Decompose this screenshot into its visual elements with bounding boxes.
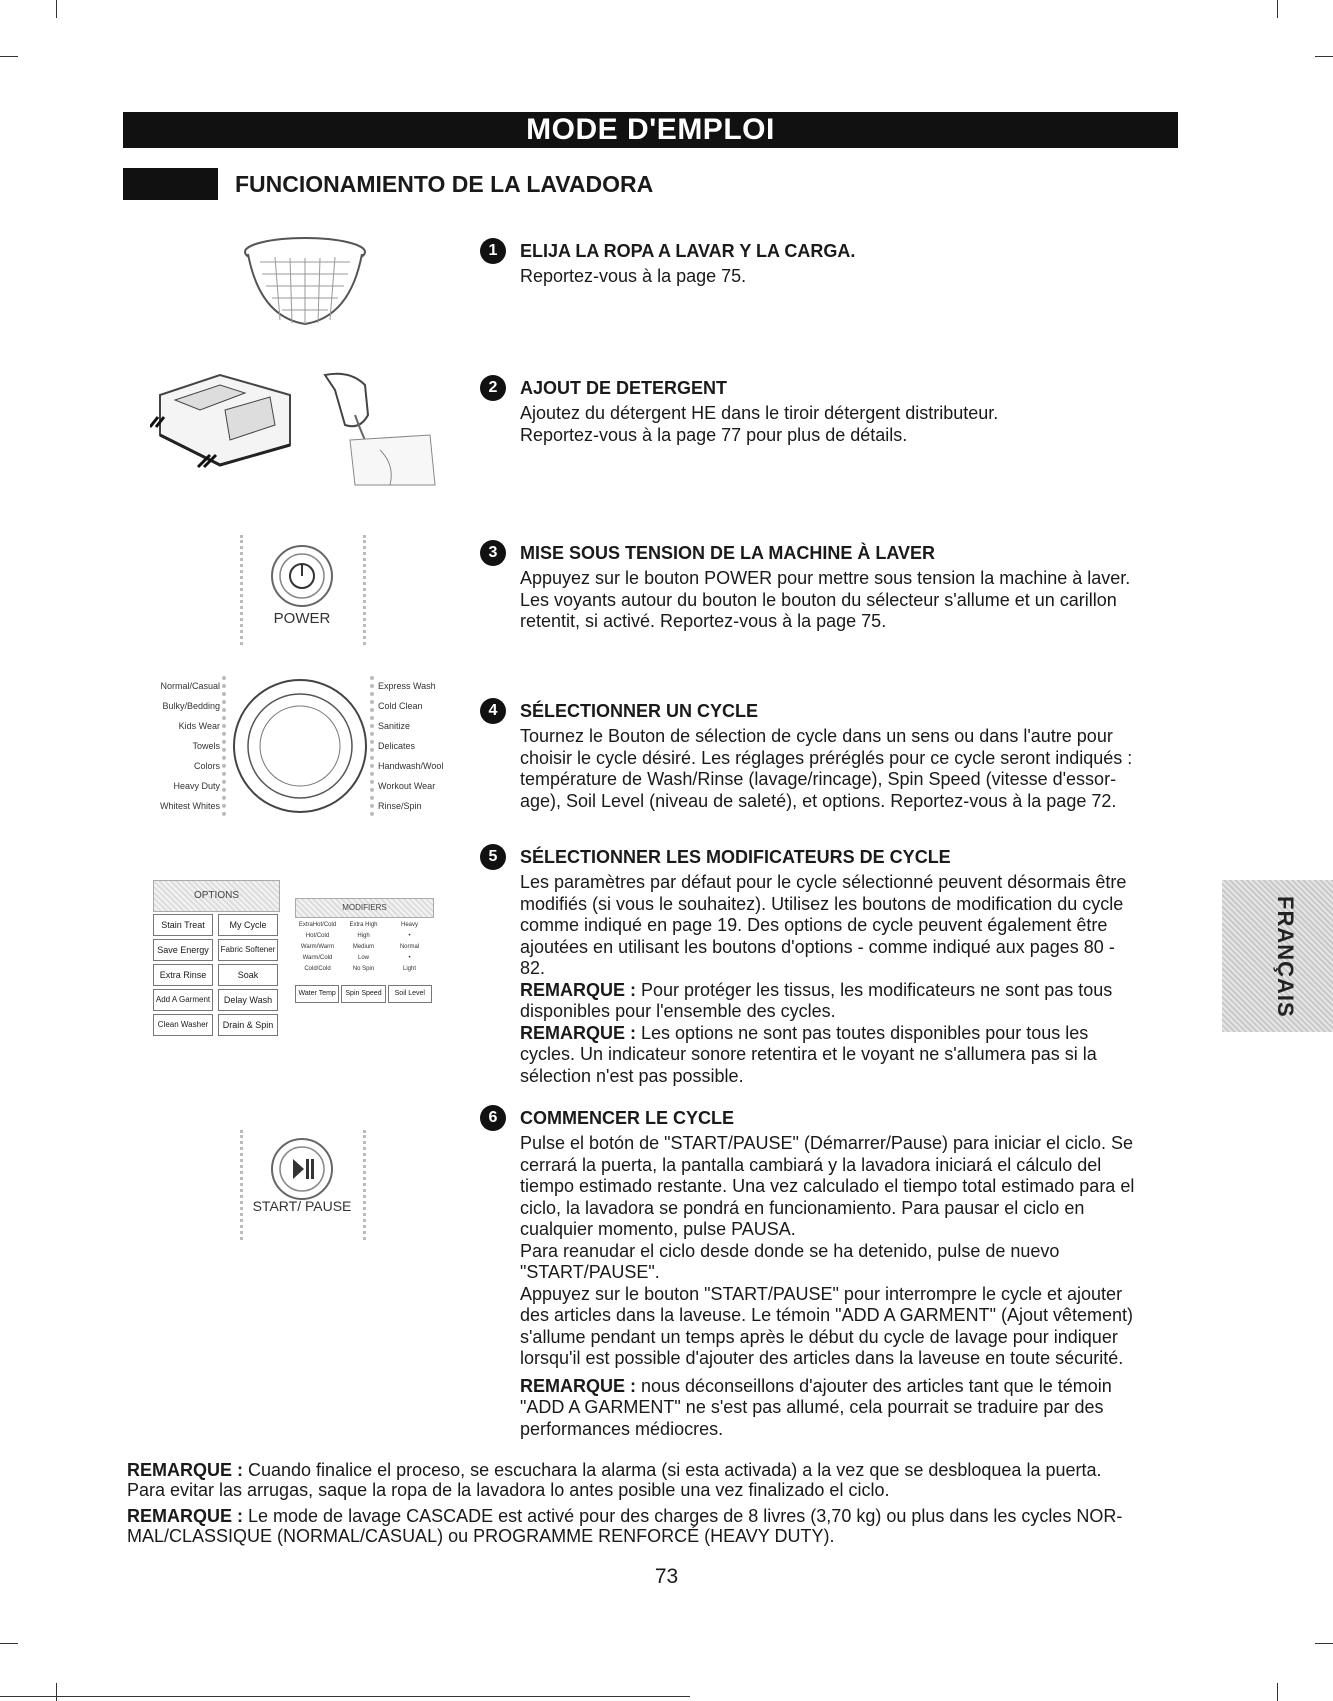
cycle-label: Cold Clean — [378, 701, 423, 711]
cycle-label: Bulky/Bedding — [162, 701, 220, 711]
modifier-value: ExtraHot/Cold — [298, 922, 337, 928]
body-line: Les options ne sont pas toutes disponibles pour tous les — [636, 1022, 1089, 1043]
step-5 — [490, 846, 1200, 1087]
body-line: lorsqu'il est possible d'ajouter des articles dans la laveuse en toute sécurité. — [520, 1348, 1124, 1368]
laundry-basket-illustration — [240, 232, 370, 332]
body-line: performances médiocres. — [520, 1418, 724, 1439]
step-6-title — [490, 1107, 1200, 1129]
body-line: Tournez le Bouton de sélection de cycle dans un sens ou dans l'autre pour — [520, 726, 1113, 746]
water-temp-button: Water Temp — [295, 985, 339, 1003]
body-line: disponibles pour l'ensemble des cycles. — [520, 1001, 836, 1021]
option-clean-washer: Clean Washer — [153, 1014, 213, 1036]
crop-mark — [56, 0, 57, 18]
step-1-title — [490, 240, 1200, 262]
step-6-remark — [520, 1376, 1200, 1441]
step-5-body — [520, 872, 1200, 1087]
cycle-label: Normal/Casual — [160, 681, 220, 691]
step-number: 2 — [480, 375, 506, 401]
body-line: comme indiqué en page 19. Des options de cycle peuvent également être — [520, 915, 1108, 935]
step-1 — [490, 240, 1200, 288]
page-number: 73 — [654, 1565, 679, 1588]
bottom-rule — [0, 1696, 690, 1697]
step-title-text: ELIJA LA ROPA A LAVAR Y LA CARGA. — [520, 241, 856, 261]
crop-mark — [56, 1683, 57, 1701]
body-line: MAL/CLASSIQUE (NORMAL/CASUAL) ou PROGRAMME RENFORCÉ (HEAVY DUTY). — [127, 1526, 835, 1546]
cycle-label: Rinse/Spin — [378, 801, 422, 811]
power-button-illustration — [262, 542, 342, 612]
water-temp-column — [295, 920, 340, 975]
body-line: tiempo estimado restante. Una vez calculado el tiempo total estimado para el — [520, 1176, 1135, 1196]
body-line: Reportez-vous à la page 77 pour plus de détails. — [520, 424, 908, 445]
remark-label: REMARQUE : — [127, 1460, 243, 1480]
body-line: s'allume pendant un temps après le début du cycle de lavage pour indiquer — [520, 1326, 1118, 1347]
step-title-text: SÉLECTIONNER UN CYCLE — [520, 701, 759, 721]
step-3-title — [490, 542, 1200, 564]
body-line: Para evitar las arrugas, saque la ropa de la lavadora lo antes posible una vez finalizado el ciclo. — [127, 1480, 890, 1500]
cycle-label: Heavy Duty — [173, 781, 220, 791]
options-grid — [153, 914, 278, 1036]
modifier-value: Light — [402, 966, 416, 972]
modifier-value: Cold/Cold — [304, 966, 331, 972]
step-2 — [490, 377, 1200, 446]
step-title-text: MISE SOUS TENSION DE LA MACHINE À LAVER — [520, 543, 936, 563]
body-line: age), Soil Level (niveau de saleté), et options. Reportez-vous à la page 72. — [520, 790, 1117, 811]
modifier-value: Extra High — [349, 922, 378, 928]
cycle-selector-dial — [230, 676, 370, 816]
cycle-label: Sanitize — [378, 721, 411, 731]
option-soak: Soak — [218, 964, 278, 986]
modifiers-header: MODIFIERS — [295, 898, 434, 918]
cycle-label: Colors — [193, 761, 220, 771]
footer-remark-2 — [127, 1506, 1207, 1546]
footer-remark-1 — [127, 1460, 1207, 1500]
option-fabric-softener: Fabric Softener — [218, 939, 278, 961]
body-line: Appuyez sur le bouton "START/PAUSE" pour interrompre le cycle et ajouter — [520, 1283, 1123, 1304]
detergent-dispenser-illustration — [150, 355, 440, 490]
remark-label: REMARQUE : — [520, 1375, 636, 1396]
spin-speed-column — [341, 920, 386, 975]
crop-mark — [0, 1643, 18, 1644]
start-pause-button-illustration — [262, 1133, 342, 1203]
body-line: ajoutées en utilisant les boutons d'options - comme indiqué aux pages 80 - — [520, 936, 1115, 957]
step-number: 6 — [480, 1105, 506, 1131]
option-stain-treat: Stain Treat — [153, 914, 213, 936]
crop-mark — [1277, 1683, 1278, 1701]
cycle-list-left — [135, 676, 220, 816]
body-line: Cuando finalice el proceso, se escuchara la alarma (si esta activada) a la vez que se desbloquea la puerta. — [243, 1460, 1102, 1480]
step-number: 3 — [480, 540, 506, 566]
option-add-a-garment: Add A Garment — [153, 989, 213, 1011]
option-delay-wash: Delay Wash — [218, 989, 278, 1011]
body-line: Les voyants autour du bouton le bouton du sélecteur s'allume et un carillon — [520, 589, 1117, 610]
body-line: nous déconseillons d'ajouter des articles tant que le témoin — [636, 1375, 1112, 1396]
body-line: "START/PAUSE". — [520, 1262, 660, 1282]
step-6-body — [520, 1133, 1200, 1370]
modifier-value: No Spin — [352, 966, 375, 972]
step-6 — [490, 1107, 1200, 1440]
cycle-label: Handwash/Wool — [378, 761, 444, 771]
power-label: POWER — [273, 610, 331, 627]
remark-label: REMARQUE : — [520, 1022, 636, 1043]
modifier-value: • — [408, 933, 411, 939]
body-line: 82. — [520, 958, 546, 978]
step-2-body — [520, 403, 1200, 446]
step-title-text: COMMENCER LE CYCLE — [520, 1108, 735, 1128]
step-3 — [490, 542, 1200, 633]
step-number: 1 — [480, 238, 506, 264]
language-tab-label: FRANÇAIS — [1273, 896, 1298, 1018]
step-number: 5 — [480, 844, 506, 870]
modifier-value: High — [357, 933, 370, 939]
start-pause-label: START/ PAUSE — [252, 1198, 352, 1214]
cycle-label: Towels — [192, 741, 220, 751]
modifier-value: Warm/Cold — [302, 955, 333, 961]
crop-mark — [1277, 0, 1278, 18]
modifier-value: Heavy — [400, 922, 418, 928]
body-line: Para reanudar el ciclo desde donde se ha detenido, pulse de nuevo — [520, 1240, 1060, 1261]
body-line: cerrará la puerta, la pantalla cambiará y la lavadora iniciará el cálculo del — [520, 1154, 1102, 1175]
options-header: OPTIONS — [153, 880, 280, 912]
option-drain-spin: Drain & Spin — [218, 1014, 278, 1036]
step-4-body — [520, 726, 1200, 812]
modifier-value: Hot/Cold — [305, 933, 330, 939]
option-save-energy: Save Energy — [153, 939, 213, 961]
body-line: ciclo, la lavadora se pondrá en funcionamiento. Para pausar el ciclo en — [520, 1197, 1085, 1218]
remark-label: REMARQUE : — [520, 979, 636, 1000]
body-line: cycles. Un indicateur sonore retentira et le voyant ne s'allumera pas si la — [520, 1044, 1097, 1064]
cycle-label: Express Wash — [378, 681, 436, 691]
step-4-title — [490, 700, 1200, 722]
body-line: retentit, si activé. Reportez-vous à la page 75. — [520, 611, 887, 631]
body-line: Les paramètres par défaut pour le cycle sélectionné peuvent désormais être — [520, 872, 1127, 892]
body-line: température de Wash/Rinse (lavage/rincage), Spin Speed (vitesse d'essor- — [520, 769, 1117, 789]
body-line: Appuyez sur le bouton POWER pour mettre sous tension la machine à laver. — [520, 568, 1131, 588]
modifier-value: Normal — [399, 944, 420, 950]
crop-mark — [1315, 1643, 1333, 1644]
body-line: modifiés (si vous le souhaitez). Utilisez les boutons de modification du cycle — [520, 893, 1124, 914]
page-banner: MODE D'EMPLOI — [123, 112, 1178, 148]
body-line: cualquier momento, pulse PAUSA. — [520, 1219, 796, 1239]
body-line: Ajoutez du détergent HE dans le tiroir détergent distributeur. — [520, 403, 999, 423]
option-extra-rinse: Extra Rinse — [153, 964, 213, 986]
body-line: Le mode de lavage CASCADE est activé pour des charges de 8 livres (3,70 kg) ou plus dans les cycles NOR- — [243, 1506, 1123, 1526]
body-line: "ADD A GARMENT" ne s'est pas allumé, cela pourrait se traduire par des — [520, 1397, 1104, 1417]
body-line: des articles dans la laveuse. Le témoin "ADD A GARMENT" (Ajout vêtement) — [520, 1305, 1134, 1325]
step-title-text: AJOUT DE DETERGENT — [520, 378, 728, 398]
step-2-title — [490, 377, 1200, 399]
step-3-body — [520, 568, 1200, 633]
modifier-value: Warm/Warm — [300, 944, 335, 950]
body-line: sélection n'est pas possible. — [520, 1065, 744, 1086]
modifier-value: Medium — [352, 944, 375, 950]
section-title: FUNCIONAMIENTO DE LA LAVADORA — [235, 171, 654, 197]
step-title-text: SÉLECTIONNER LES MODIFICATEURS DE CYCLE — [520, 847, 951, 867]
crop-mark — [0, 56, 18, 57]
body-line: Reportez-vous à la page 75. — [520, 266, 747, 286]
cycle-list-right — [378, 676, 468, 816]
soil-level-column — [387, 920, 432, 975]
step-5-title — [490, 846, 1200, 868]
body-line: Pulse el botón de "START/PAUSE" (Démarrer/Pause) para iniciar el ciclo. Se — [520, 1133, 1134, 1153]
cycle-label: Whitest Whites — [159, 801, 220, 811]
step-1-body — [520, 266, 1200, 288]
step-number: 4 — [480, 698, 506, 724]
modifier-value: Low — [357, 955, 369, 961]
body-line: choisir le cycle désiré. Les réglages préréglés pour ce cycle seront indiqués : — [520, 747, 1133, 768]
option-my-cycle: My Cycle — [218, 914, 278, 936]
step-4 — [490, 700, 1200, 812]
remark-label: REMARQUE : — [127, 1506, 243, 1526]
spin-speed-button: Spin Speed — [341, 985, 385, 1003]
cycle-label: Delicates — [378, 741, 416, 751]
modifiers-grid — [295, 920, 432, 975]
crop-mark — [1315, 56, 1333, 57]
modifier-buttons — [295, 985, 432, 1003]
cycle-label: Workout Wear — [378, 781, 436, 791]
section-bar — [123, 168, 218, 200]
body-line: Pour protéger les tissus, les modificateurs ne sont pas tous — [636, 979, 1113, 1000]
modifier-value: • — [408, 955, 411, 961]
soil-level-button: Soil Level — [388, 985, 432, 1003]
cycle-label: Kids Wear — [178, 721, 220, 731]
